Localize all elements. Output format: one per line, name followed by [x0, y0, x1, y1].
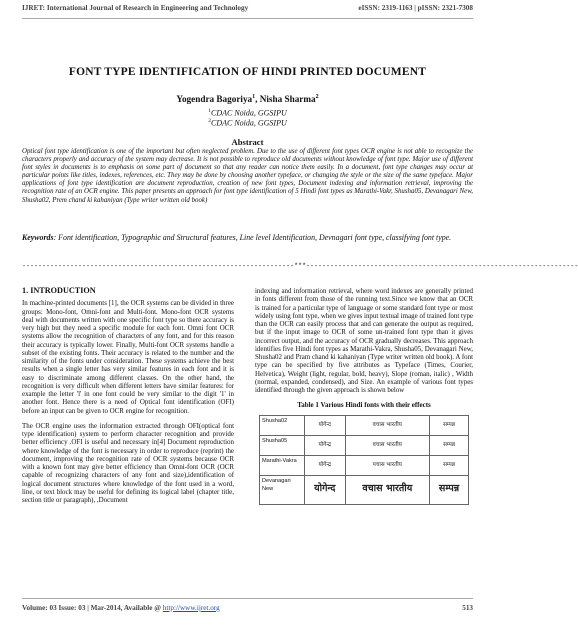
sample-cell: सम्पन्न: [430, 455, 469, 475]
sample-cell: पचास भारतीय: [345, 455, 430, 475]
journal-name: IJRET: International Journal of Research in Engineering and Technology: [22, 4, 249, 12]
running-header: [22, 4, 473, 18]
author-affiliation-mark: 2: [315, 94, 319, 100]
affiliation: [0, 118, 495, 128]
keywords-text: : Font identification, Typographic and Structural features, Line level Identification, Devnagari font type, classifying font type.: [53, 233, 452, 242]
sample-cell: वचास भारतीय: [345, 435, 430, 455]
running-footer: [22, 604, 473, 612]
author-line: [0, 94, 495, 104]
author-separator: ,: [255, 94, 260, 105]
affiliation: [0, 108, 495, 118]
font-name-cell: Shusha02: [260, 415, 305, 435]
sample-cell: वचास भारतीय: [345, 415, 430, 435]
font-name-cell: Devanagari New: [260, 475, 305, 504]
affiliation-text: CDAC Noida, GGSIPU: [210, 108, 287, 118]
font-samples-table: [259, 415, 469, 505]
right-column: [255, 287, 473, 505]
paragraph: The OCR engine uses the information extracted through OFI(optical font type identification) system to perform character recognition and provide better efficiency .OFI is useful and necessary in[4] Document reproduction where knowledge of the font is necessary in order to reproduce (reprint) the document, improving the recognition rate of OCR systems because OCR with a known font may give better efficiency than Omni-font OCR (OCR capable of recognizing characters of any font and size),identification of logical document structures where knowledge of the font used in a word, line, or text block may be useful for defining its logical label (chapter title, section title or paragraph), ,Document: [22, 421, 234, 504]
sample-cell: योगेन्द्र: [305, 455, 346, 475]
section-heading: 1. INTRODUCTION: [22, 286, 96, 295]
keywords: [22, 231, 473, 245]
sample-cell: सम्पन्न: [430, 415, 469, 435]
affiliation-mark: 1: [208, 108, 211, 114]
table-row: [260, 455, 469, 475]
paragraph: indexing and information retrieval, where word indexes are generally printed in fonts different from those of the running text.Since we know that an OCR is trained for a particular type of language or some standard font type or most widely using font type, when we gives input textual image of trained font type than the OCR can easily process that and can generate the output as required, but if the input image to OCR of some un-trained font type than it gives incorrect output, and the accuracy of OCR gradually decreases. This approach identifies five Hindi font types as Marathi-Vakra, Shusha05, Devanagari New, Shusha02 and Pram chand ki kahaniyan (Type writer written old book). A font type can be specified by five attributes as Typeface (Times, Courier, Helvetica), Weight (light, regular, bold, heavy), Slope (roman, italic) , Width (normal, expanded, condensed), and Size. An example of various font types identified through the given approach is shown below: [255, 287, 473, 394]
affiliation-text: CDAC Noida, GGSIPU: [210, 118, 287, 128]
sample-cell: सम्पन्न: [430, 435, 469, 455]
sample-cell: वचास भारतीय: [345, 475, 430, 504]
sample-cell: योगेन्द: [305, 415, 346, 435]
author-affiliation-mark: 1: [252, 94, 256, 100]
table-row: [260, 415, 469, 435]
font-name-cell: Marathi-Vakra: [260, 455, 305, 475]
keywords-label: Keywords: [22, 233, 54, 242]
sample-cell: योगेन्द: [305, 475, 346, 504]
footer-rule: [22, 598, 473, 599]
page-number: 513: [462, 604, 473, 612]
table-row: [260, 475, 469, 504]
author-name: Nisha Sharma: [259, 94, 316, 105]
abstract-text: Optical font type identification is one of the important but often neglected problem. Due to the use of different font types OCR engine is not able to recognize the characters properly and accuracy of the system may decrease. It is not possible to reproduce old documents without knowledge of font type. Major use of different font styles in documents is to emphasis on some part of document so that any reader can notice them easily. In a document, font type changes may occur at particular points like titles, indexes, references, etc. They may be done by choosing another typeface, or changing the style or the size of the same typeface. Major applications of font type identification are document reproduction, creation of new font types, Document indexing and information retrieval, improving the recognition rate of an OCR engine. This paper presents an approach for font type identification of 5 Hindi font types as Marathi-Vakr, Shusha05, Devanagari New, Shusha02, Prem chand ki kahaniyan (Type writer written old book): [22, 148, 473, 204]
paragraph: In machine-printed documents [1], the OCR systems can be divided in three groups: Mono-font, Omni-font and Multi-font. Mono-font OCR systems deal with documents written with one specific font type so there accuracy is very high but they need a specific module for each font. Omni font OCR systems allow the recognition of characters of any font, and for this reason their accuracy is typically lower. Finally, Multi-font OCR systems handle a subset of the existing fonts. Their accuracy is related to the number and the similarity of the fonts under consideration. These systems achieve the best results when a single letter has very similar features in each font and it is easy to discriminate among different classes. On the other hand, the recognition is very difficult when different letters have similar features: for example the letter 'l' in one font could be very similar to the digit '1' in another font. Hence there is a need of Optical font identification (OFI) before an input can be given to OCR engine for recognition.: [22, 299, 234, 415]
footer-volume: [22, 604, 220, 612]
left-column: [22, 287, 234, 511]
author-name: Yogendra Bagoriya: [176, 94, 253, 105]
abstract-heading: Abstract: [231, 137, 264, 147]
table-row: [260, 435, 469, 455]
issn: eISSN: 2319-1163 | pISSN: 2321-7308: [358, 4, 473, 12]
font-name-cell: Shusha05: [260, 435, 305, 455]
sample-cell: योगेन्द्र: [305, 435, 346, 455]
volume-text: Volume: 03 Issue: 03 | Mar-2014, Available @: [22, 604, 163, 612]
sample-cell: सम्पन्न: [430, 475, 469, 504]
affiliation-mark: 2: [208, 118, 211, 124]
section-separator: --------------------------------------------------------------------***--------------------------------------------------------------------: [22, 263, 578, 271]
header-rule: [22, 18, 473, 19]
journal-link[interactable]: http://www.ijret.org: [162, 604, 220, 612]
table-caption: Table 1 Various Hindi fonts with their effects: [297, 401, 431, 410]
paper-title: FONT TYPE IDENTIFICATION OF HINDI PRINTED DOCUMENT: [68, 66, 427, 78]
